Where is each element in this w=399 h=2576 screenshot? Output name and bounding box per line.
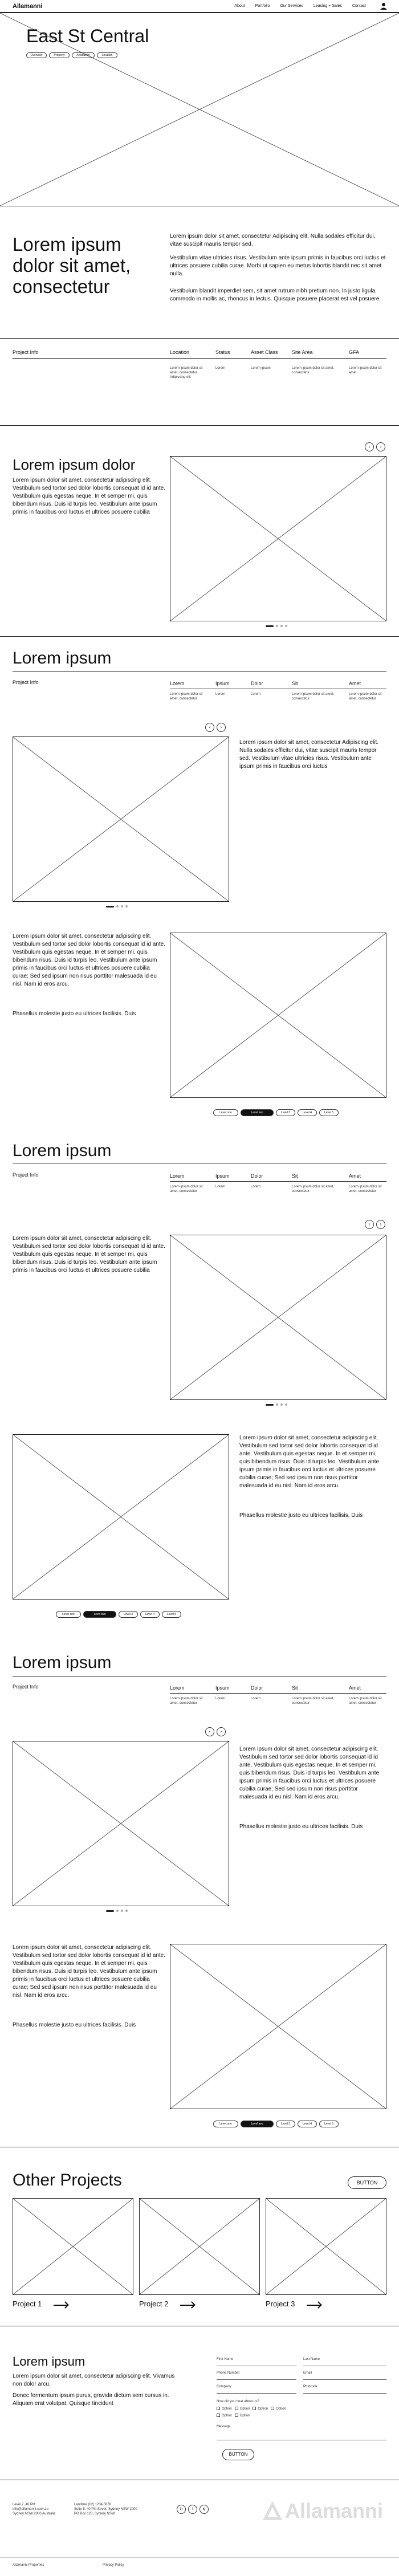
info-value-asset-class: Lorem ipsum <box>251 367 271 370</box>
stage1-value-ipsum: Lorem <box>215 693 226 696</box>
stage3-text-b: Lorem ipsum dolor sit amet, consectetur adipiscing elit. Vestibulum sed tortor sed dolor lobortis consequat id id ante. Vestibulum quis egestas neque. In et semper mi, quis bibendum risus. Duis id turpis leo. Vestibulum ante ipsum primis in faucibus orci luctus et ultrices posuere cubilia curae; Sed sed ipsum non risus porttitor malesuada id eu nisl. Nam id eros arcu. <box>13 1944 165 1999</box>
stage2-text-b2: Phasellus molestie justo eu ultrices facilisis. Duis <box>239 1512 363 1519</box>
footer-address-line: Sydney NSW 2000 Australia <box>13 2512 56 2516</box>
stage2-value-dolor: Lorem <box>251 1185 261 1189</box>
interest-options-row2 <box>217 2414 359 2418</box>
level-tab-1[interactable]: Level one <box>213 1109 238 1116</box>
level-tab-3[interactable]: Level 3 <box>119 1611 138 1618</box>
contact-submit-button[interactable]: BUTTON <box>222 2449 254 2460</box>
divider <box>0 425 399 426</box>
carousel-prev-button[interactable]: ‹ <box>205 1727 214 1736</box>
divider <box>13 358 386 359</box>
footer-address-line: PO Box 123, Sydney NSW <box>74 2512 115 2516</box>
stage1-value-lorem: Lorem ipsum dolor sit amet, consectetur <box>170 693 203 701</box>
stage2-heading: Lorem ipsum <box>13 1141 112 1160</box>
carousel-dot[interactable] <box>121 1910 123 1912</box>
message-label: Message <box>217 2425 231 2428</box>
stage3-text-b2: Phasellus molestie justo eu ultrices facilisis. Duis <box>13 2022 136 2028</box>
level-tab-1[interactable]: Level one <box>56 1611 81 1618</box>
stage2-value-ipsum: Lorem <box>215 1185 226 1189</box>
stage3-head-sit: Sit <box>292 1685 298 1691</box>
level-tab-2[interactable]: Level two <box>83 1611 116 1618</box>
level-tab-2[interactable]: Level two <box>241 2121 274 2127</box>
footer-copyright: Allamanni Properties <box>13 2563 44 2567</box>
option-checkbox[interactable]: Option <box>235 2407 250 2411</box>
section1-heading: Lorem ipsum dolor <box>13 456 136 473</box>
postcode-label: Postcode <box>303 2385 318 2388</box>
carousel-dot[interactable] <box>285 625 287 627</box>
interest-options <box>217 2407 359 2411</box>
other-projects-heading: Other Projects <box>13 2171 122 2190</box>
brand-mark-icon <box>261 2499 284 2522</box>
instagram-icon[interactable]: ig <box>199 2505 209 2514</box>
info-value-status: Lorem <box>215 367 226 370</box>
company-label: Company <box>217 2385 231 2388</box>
linkedin-icon[interactable]: in <box>177 2505 186 2514</box>
footer-address <box>13 2502 70 2516</box>
level-tab-5[interactable]: Level 5 <box>162 1611 181 1618</box>
stage1-value-amet: Lorem ipsum dolor sit amet, consectetur <box>349 693 382 701</box>
nav-link-services[interactable]: Our Services <box>280 4 303 8</box>
project-info-label: Project Info <box>13 349 39 355</box>
email-field[interactable] <box>303 2379 386 2380</box>
footer-brand: Allamanni <box>285 2499 384 2522</box>
level-tab-4[interactable]: Level 4 <box>140 1611 160 1618</box>
nav-link-contact[interactable]: Contact <box>352 4 366 8</box>
stage2-head-dolor: Dolor <box>251 1173 263 1179</box>
footer-address-line: Level 2, 40 Pitt <box>13 2503 35 2506</box>
stage2-text-b: Lorem ipsum dolor sit amet, consectetur adipiscing elit. Vestibulum sed tortor sed dolor lobortis consequat id id ante. Vestibulum quis egestas neque. In et semper mi, quis bibendum risus. Duis id turpis leo. Vestibulum ante ipsum primis in faucibus orci luctus et ultrices posuere cubilia curae; Sed sed ipsum non risus porttitor malesuada id eu nisl. Nam id eros arcu. <box>239 1435 380 1489</box>
stage1-head-sit: Sit <box>292 681 298 686</box>
divider <box>0 2557 399 2558</box>
level-tab-3[interactable]: Level 3 <box>276 2121 295 2127</box>
stage3-value-lorem: Lorem ipsum dolor sit amet, consectetur <box>170 1697 203 1705</box>
stage1-head-dolor: Dolor <box>251 681 263 686</box>
stage1-text-a: Lorem ipsum dolor sit amet, consectetur Adipiscing elit. Nulla sodales efficitur dui, vitae suscipit mauris tempor sed. Vestibulum vitae ultricies risus. Vestibulum ante ipsum primis in faucibus orci luctus <box>239 739 378 770</box>
hero-pill-availability[interactable]: Availability <box>72 52 95 58</box>
info-value-site-area: Lorem ipsum dolor sit amet, consectetur <box>292 367 335 375</box>
divider <box>0 636 399 637</box>
footer-phone[interactable]: Landline (02) 1234 5678 <box>74 2503 112 2506</box>
other-projects-button[interactable]: BUTTON <box>348 2176 386 2189</box>
company-field[interactable] <box>217 2393 296 2394</box>
stage3-text-a: Lorem ipsum dolor sit amet, consectetur adipiscing elit. Vestibulum sed tortor sed dolor lobortis consequat id id ante. Vestibulum quis egestas neque. In et semper mi, quis bibendum risus. Duis id turpis leo. Vestibulum ante ipsum primis in faucibus orci luctus et ultrices posuere cubilia curae; Sed sed ipsum non risus porttitor malesuada id eu nisl. Nam id eros arcu. <box>239 1746 380 1800</box>
divider <box>170 1693 386 1694</box>
carousel-dots <box>266 1403 287 1406</box>
contact-paragraph-1: Lorem ipsum dolor sit amet, consectetur adipiscing elit. Vivamus non dolor arcu. <box>13 2373 175 2387</box>
option-checkbox[interactable]: Option <box>253 2407 268 2411</box>
option-checkbox[interactable]: Option <box>235 2414 250 2418</box>
stage3-image-b <box>170 1944 386 2109</box>
hero-pill-overview[interactable]: Overview <box>26 52 47 58</box>
carousel-prev-button[interactable]: ‹ <box>365 1220 374 1229</box>
carousel-next-button[interactable]: › <box>217 723 226 732</box>
stage3-head-dolor: Dolor <box>251 1685 263 1691</box>
stage2-value-sit: Lorem ipsum dolor sit amet, consectetur <box>292 1185 335 1193</box>
stage3-head-amet: Amet <box>349 1685 361 1691</box>
contact-heading: Lorem ipsum <box>13 2354 85 2369</box>
stage2-head-lorem: Lorem <box>170 1173 185 1179</box>
stage2-image-b <box>13 1434 229 1600</box>
level-tab-4[interactable]: Level 4 <box>298 1109 317 1116</box>
intro-paragraph-3: Vestibulum blandit imperdiet sem, sit amet rutrum nibh pretium non. In justo ligula, commodo in mollis ac, rhoncus in lectus. Quisque posuere placerat est vel posuere. <box>170 288 381 302</box>
first-name-label: First Name <box>217 2358 234 2361</box>
nav-link-about[interactable]: About <box>234 4 245 8</box>
hero-pill-location[interactable]: Location <box>97 52 117 58</box>
level-tab-5[interactable]: Level 5 <box>319 2121 339 2127</box>
stage1-text-b: Lorem ipsum dolor sit amet, consectetur adipiscing elit. Vestibulum sed tortor sed dolor lobortis consequat id id ante. Vestibulum quis egestas neque. In et semper mi, quis bibendum risus. Duis id turpis leo. Vestibulum ante ipsum primis in faucibus orci luctus et ultrices posuere cubilia curae; Sed sed ipsum non risus porttitor malesuada id eu nisl. Nam id eros arcu. <box>13 933 165 987</box>
stage1-head-ipsum: Ipsum <box>215 681 230 686</box>
footer-contact <box>74 2502 160 2516</box>
stage2-head-sit: Sit <box>292 1173 298 1179</box>
carousel-dots <box>106 1910 128 1912</box>
info-head-status: Status <box>215 349 230 355</box>
arrow-right-icon[interactable] <box>307 2305 320 2306</box>
nav-link-leasing[interactable]: Leasing + Sales <box>313 4 342 8</box>
carousel-dots <box>106 905 128 907</box>
stage1-image-a <box>13 736 229 902</box>
section1-image <box>170 456 386 621</box>
carousel-prev-button[interactable]: ‹ <box>365 442 374 451</box>
stage2-image-a <box>170 1235 386 1400</box>
stage3-heading: Lorem ipsum <box>13 1653 112 1672</box>
stage3-image-a <box>13 1741 229 1906</box>
hero-title: East St Central <box>26 26 149 46</box>
stage3-value-ipsum: Lorem <box>215 1697 226 1700</box>
carousel-dot[interactable] <box>266 1404 274 1406</box>
carousel-dot[interactable] <box>106 1910 114 1912</box>
arrow-right-icon[interactable] <box>54 2305 67 2306</box>
info-head-site-area: Site Area <box>292 349 313 355</box>
carousel-dots <box>266 625 287 627</box>
carousel-dot[interactable] <box>276 1403 278 1406</box>
stage1-heading: Lorem ipsum <box>13 649 112 668</box>
stage3-value-amet: Lorem ipsum dolor sit amet, consectetur <box>349 1697 382 1705</box>
stage2-value-lorem: Lorem ipsum dolor sit amet, consectetur <box>170 1185 203 1193</box>
stage1-head-amet: Amet <box>349 681 361 686</box>
carousel-dot[interactable] <box>125 905 128 907</box>
option-checkbox[interactable]: Option <box>271 2407 286 2411</box>
info-head-location: Location <box>170 349 190 355</box>
intro-paragraph-1: Lorem ipsum dolor sit amet, consectetur Adipiscing elit. Nulla sodales efficitur dui, vitae suscipit mauris tempor sed. <box>170 233 376 247</box>
carousel-prev-button[interactable]: ‹ <box>205 723 214 732</box>
carousel-dot[interactable] <box>106 906 114 907</box>
last-name-label: Last Name <box>303 2358 320 2361</box>
privacy-policy-link[interactable]: Privacy Policy <box>103 2563 124 2567</box>
stage2-head-amet: Amet <box>349 1173 361 1179</box>
option-checkbox[interactable]: Option <box>217 2407 232 2411</box>
arrow-right-icon[interactable] <box>180 2305 194 2306</box>
project-1-image[interactable] <box>13 2198 133 2295</box>
interest-label: How did you hear about us? <box>217 2400 259 2403</box>
top-nav <box>0 0 399 13</box>
info-head-asset-class: Asset Class <box>251 349 278 355</box>
carousel-dot[interactable] <box>125 1910 128 1912</box>
section1-body: Lorem ipsum dolor sit amet, consectetur adipiscing elit. Vestibulum sed tortor sed dolor lobortis consequat id id ante. Vestibulum quis egestas neque. In et semper mi, quis bibendum risus. Duis id turpis leo. Vestibulum ante ipsum primis in faucibus orci luctus et ultrices posuere cubilia <box>13 477 165 515</box>
facebook-icon[interactable]: f <box>188 2505 197 2514</box>
stage3-head-ipsum: Ipsum <box>215 1685 230 1691</box>
stage2-info-label: Project Info <box>13 1172 39 1178</box>
phone-field[interactable] <box>217 2379 296 2380</box>
project-2-label[interactable]: Project 2 <box>139 2300 169 2308</box>
footer-email[interactable]: info@allamanni.com.au <box>13 2508 48 2511</box>
stage3-value-sit: Lorem ipsum dolor sit amet, consectetur <box>292 1697 335 1705</box>
project-1-label[interactable]: Project 1 <box>13 2300 42 2308</box>
carousel-dot[interactable] <box>285 1403 287 1406</box>
user-icon[interactable] <box>380 2 388 10</box>
project-3-label[interactable]: Project 3 <box>266 2300 295 2308</box>
level-tab-4[interactable]: Level 4 <box>298 2121 317 2127</box>
stage2-head-ipsum: Ipsum <box>215 1173 230 1179</box>
carousel-dot[interactable] <box>121 905 123 907</box>
nav-link-portfolio[interactable]: Portfolio <box>255 4 270 8</box>
carousel-dot[interactable] <box>280 625 283 627</box>
project-3-image[interactable] <box>266 2198 386 2295</box>
contact-paragraph-2: Donec fermentum ipsum purus, gravida dictum sem cursus in. Aliquam erat volutpat. Quisque tincidunt <box>13 2392 169 2407</box>
carousel-next-button[interactable]: › <box>217 1727 226 1736</box>
carousel-dot[interactable] <box>276 625 278 627</box>
info-head-gfa: GFA <box>349 349 360 355</box>
nav-links <box>234 4 366 8</box>
stage3-head-lorem: Lorem <box>170 1685 185 1691</box>
email-label: Email <box>303 2371 312 2375</box>
stage1-text-b2: Phasellus molestie justo eu ultrices facilisis. Duis <box>13 1011 136 1017</box>
divider <box>170 1181 386 1182</box>
stage2-value-amet: Lorem ipsum dolor sit amet, consectetur <box>349 1185 382 1193</box>
carousel-dot[interactable] <box>116 905 119 907</box>
stage1-value-sit: Lorem ipsum dolor sit amet, consectetur <box>292 693 335 701</box>
hero-pill-property[interactable]: Property <box>49 52 70 58</box>
carousel-next-button[interactable]: › <box>376 442 385 451</box>
stage3-info-label: Project Info <box>13 1684 39 1690</box>
info-value-gfa: Lorem ipsum dolor sit amet <box>349 367 382 375</box>
stage3-value-dolor: Lorem <box>251 1697 261 1700</box>
stage3-text-a2: Phasellus molestie justo eu ultrices facilisis. Duis <box>239 1824 363 1830</box>
level-tab-5[interactable]: Level 5 <box>319 1109 339 1116</box>
footer-address-line: Suite 5, 40 Pitt Street, Sydney NSW 2000 <box>74 2508 137 2511</box>
divider <box>0 338 399 339</box>
level-tab-1[interactable]: Level one <box>213 2121 238 2127</box>
postcode-field[interactable] <box>303 2393 386 2394</box>
intro-heading: Lorem ipsum dolor sit amet, consectetur <box>13 234 131 297</box>
option-checkbox[interactable]: Option <box>217 2414 232 2418</box>
stage1-image-b <box>170 933 386 1098</box>
carousel-dot[interactable] <box>266 625 274 627</box>
info-value-location: Lorem ipsum dolor sit amet, consectetur Adipiscing elit <box>170 367 203 379</box>
carousel-next-button[interactable]: › <box>376 1220 385 1229</box>
stage1-info-label: Project Info <box>13 679 39 685</box>
level-tab-2[interactable]: Level two <box>241 1109 274 1116</box>
project-2-image[interactable] <box>139 2198 260 2295</box>
phone-label: Phone Number <box>217 2371 240 2375</box>
carousel-dot[interactable] <box>280 1403 283 1406</box>
stage1-value-dolor: Lorem <box>251 693 261 696</box>
stage2-text-a: Lorem ipsum dolor sit amet, consectetur adipiscing elit. Vestibulum sed tortor sed dolor lobortis consequat id id ante. Vestibulum quis egestas neque. In et semper mi, quis bibendum risus. Duis id turpis leo. Vestibulum ante ipsum primis in faucibus orci luctus et ultrices posuere cubilia <box>13 1235 165 1273</box>
level-tab-3[interactable]: Level 3 <box>276 1109 295 1116</box>
carousel-dot[interactable] <box>116 1910 119 1912</box>
intro-paragraph-2: Vestibulum vitae ultricies risus. Vestibulum ante ipsum primis in faucibus orci luctus et ultrices posuere cubilia curae. Morbi ut sapien eu metus lobortis blandit nec sit amet nulla. <box>170 255 386 277</box>
stage1-head-lorem: Lorem <box>170 681 185 686</box>
logo[interactable]: Allamanni <box>13 3 43 10</box>
